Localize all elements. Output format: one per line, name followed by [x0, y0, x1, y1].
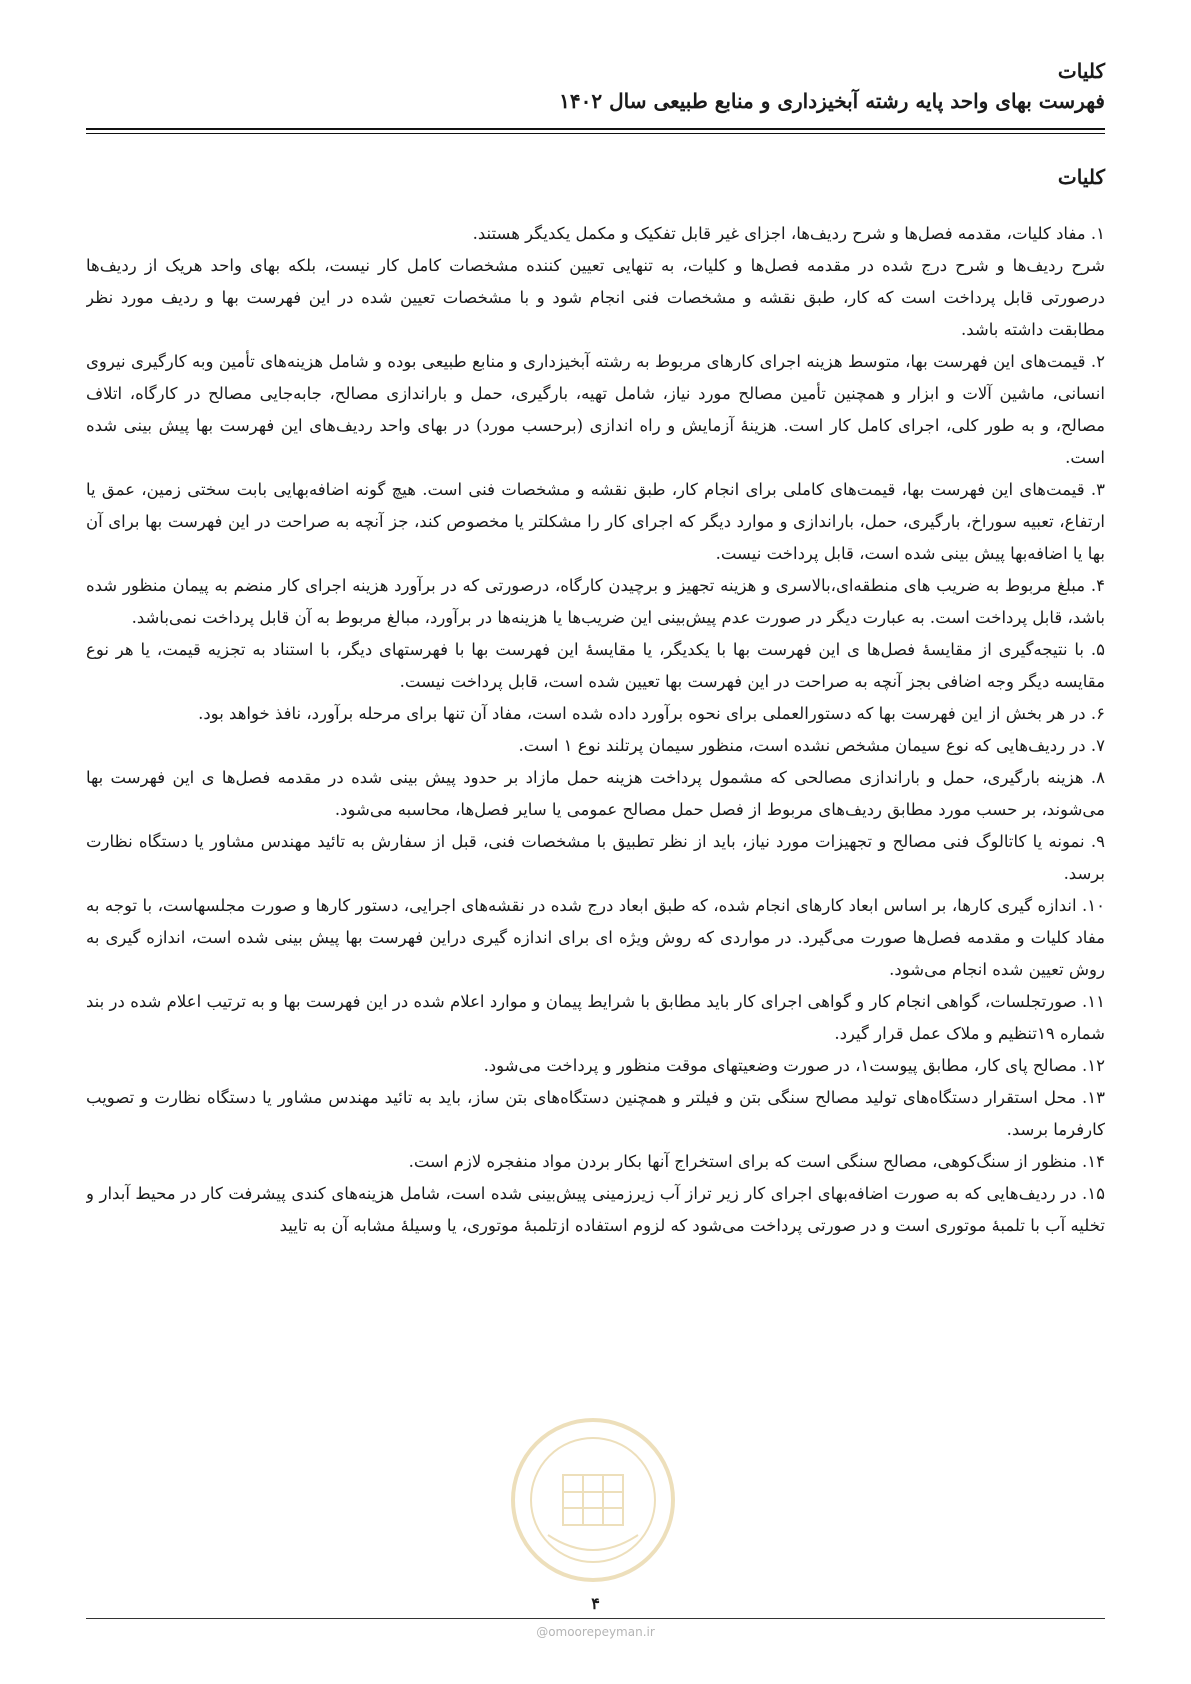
- body-text: [86, 218, 1105, 1578]
- paragraph-6: ۶. در هر بخش از این فهرست بها که دستورالعملی برای نحوه برآورد داده شده است، مفاد آن تنها برای مرحله برآورد، نافذ خواهد بود.: [198, 704, 1105, 723]
- page-number: ۴: [591, 1594, 600, 1613]
- paragraph-10: ۱۰. اندازه گیری کارها، بر اساس ابعاد کارهای انجام شده، که طبق ابعاد درج شده در نقشه‌های اجرایی، دستور کارها و صورت مجلسهاست، با توجه به مفاد کلیات و مقدمه فصل‌ها صورت می‌گیرد. در مواردی که روش ویژه ای برای اندازه گیری دراین فهرست بها پیش بینی شده است، اندازه گیری به روش تعیین شده انجام می‌شود.: [86, 896, 1105, 979]
- paragraph-11: ۱۱. صورتجلسات، گواهی انجام کار و گواهی اجرای کار باید مطابق با شرایط پیمان و موارد اعلام شده در این فهرست بها و به ترتیب اعلام شده در بند شماره ۱۹تنظیم و ملاک عمل قرار گیرد.: [86, 992, 1105, 1043]
- section-title: کلیات: [1057, 165, 1105, 189]
- paragraph-15: ۱۵. در ردیف‌هایی که به صورت اضافه‌بهای اجرای کار زیر تراز آب زیرزمینی پیش‌بینی شده است، شامل هزینه‌های کندی پیشرفت کار در محیط آبدار و تخلیه آب با تلمبهٔ موتوری است و در صورتی پرداخت می‌شود که لزوم استفاده ازتلمبهٔ موتوری، یا وسیلهٔ مشابه آن به تایید: [86, 1184, 1105, 1235]
- page-header: [86, 56, 1105, 116]
- header-title: کلیات: [1057, 59, 1105, 83]
- paragraph-9: ۹. نمونه یا کاتالوگ فنی مصالح و تجهیزات مورد نیاز، باید از نظر تطبیق با مشخصات فنی، قبل از سفارش به تائید مهندس مشاور یا دستگاه نظارت برسد.: [86, 832, 1105, 883]
- seal-watermark-icon: [508, 1415, 678, 1585]
- header-rule-thin: [86, 133, 1105, 134]
- header-subtitle: فهرست بهای واحد پایه رشته آبخیزداری و منابع طبیعی سال ۱۴۰۲: [559, 89, 1105, 113]
- paragraph-14: ۱۴. منظور از سنگ‌کوهی، مصالح سنگی است که برای استخراج آنها بکار بردن مواد منفجره لازم است.: [408, 1152, 1105, 1171]
- paragraph-5: ۵. با نتیجه‌گیری از مقایسهٔ فصل‌ها ی این فهرست بها با یکدیگر، یا مقایسهٔ این فهرست بها با فهرستهای دیگر، با استناد به تجزیه قیمت، یا هر نوع مقایسه دیگر وجه اضافی بجز آنچه به صراحت در این فهرست بها تعیین شده است، قابل پرداخت نیست.: [86, 640, 1105, 691]
- paragraph-1-detail: شرح ردیف‌ها و شرح درج شده در مقدمه فصل‌ها و کلیات، به تنهایی تعیین کننده مشخصات کامل کار نیست، بلکه بهای واحد هریک از ردیف‌ها درصورتی قابل پرداخت است که کار، طبق نقشه و مشخصات فنی انجام شود و با مشخصات تعیین شده در این فهرست بها و ردیف مورد نظر مطابقت داشته باشد.: [86, 256, 1105, 339]
- paragraph-1: ۱. مفاد کلیات، مقدمه فصل‌ها و شرح ردیف‌ها، اجزای غیر قابل تفکیک و مکمل یکدیگر هستند.: [472, 224, 1105, 243]
- paragraph-7: ۷. در ردیف‌هایی که نوع سیمان مشخص نشده است، منظور سیمان پرتلند نوع ۱ است.: [518, 736, 1105, 755]
- paragraph-4: ۴. مبلغ مربوط به ضریب های منطقه‌ای،بالاسری و هزینه تجهیز و برچیدن کارگاه، درصورتی که در برآورد هزینه اجرای کار منضم به پیمان منظور شده باشد، قابل پرداخت است. به عبارت دیگر در صورت عدم پیش‌بینی این ضریب‌ها یا هزینه‌ها در برآورد، مبالغ مربوط به آن قابل پرداخت نمی‌باشد.: [86, 576, 1105, 627]
- paragraph-13: ۱۳. محل استقرار دستگاه‌های تولید مصالح سنگی بتن و فیلتر و همچنین دستگاه‌های بتن ساز، باید به تائید مهندس مشاور یا دستگاه نظارت و تصویب کارفرما برسد.: [86, 1088, 1105, 1139]
- header-rule-thick: [86, 128, 1105, 130]
- paragraph-12: ۱۲. مصالح پای کار، مطابق پیوست۱، در صورت وضعیتهای موقت منظور و پرداخت می‌شود.: [483, 1056, 1105, 1075]
- footer-rule: [86, 1618, 1105, 1619]
- paragraph-3: ۳. قیمت‌های این فهرست بها، قیمت‌های کاملی برای انجام کار، طبق نقشه و مشخصات فنی است. هیچ گونه اضافه‌بهایی بابت سختی زمین، عمق یا ارتفاع، تعبیه سوراخ، بارگیری، حمل، باراندازی و موارد دیگر که اجرای کار را مشکلتر یا مخصوص کند، جز آنچه به صراحت در این فهرست بها برای آن بها یا اضافه‌بها پیش بینی شده است، قابل پرداخت نیست.: [86, 480, 1105, 563]
- paragraph-8: ۸. هزینه بارگیری، حمل و باراندازی مصالحی که مشمول پرداخت هزینه حمل مازاد بر حدود پیش بینی شده در مقدمه فصل‌ها ی این فهرست بها می‌شوند، بر حسب مورد مطابق ردیف‌های مربوط از فصل حمل مصالح عمومی یا سایر فصل‌ها، محاسبه می‌شود.: [86, 768, 1105, 819]
- paragraph-2: ۲. قیمت‌های این فهرست بها، متوسط هزینه اجرای کارهای مربوط به رشته آبخیزداری و منابع طبیعی بوده و شامل هزینه‌های تأمین وبه کارگیری نیروی انسانی، ماشین آلات و ابزار و همچنین تأمین مصالح مورد نیاز، شامل تهیه، بارگیری، حمل و باراندازی مصالح، جابه‌جایی مصالح در کارگاه، اتلاف مصالح، و به طور کلی، اجرای کامل کار است. هزینهٔ آزمایش و راه اندازی (برحسب مورد) در بهای واحد ردیف‌های این فهرست بها پیش بینی شده است.: [86, 352, 1105, 467]
- footer-website: @omoorepeyman.ir: [536, 1625, 655, 1639]
